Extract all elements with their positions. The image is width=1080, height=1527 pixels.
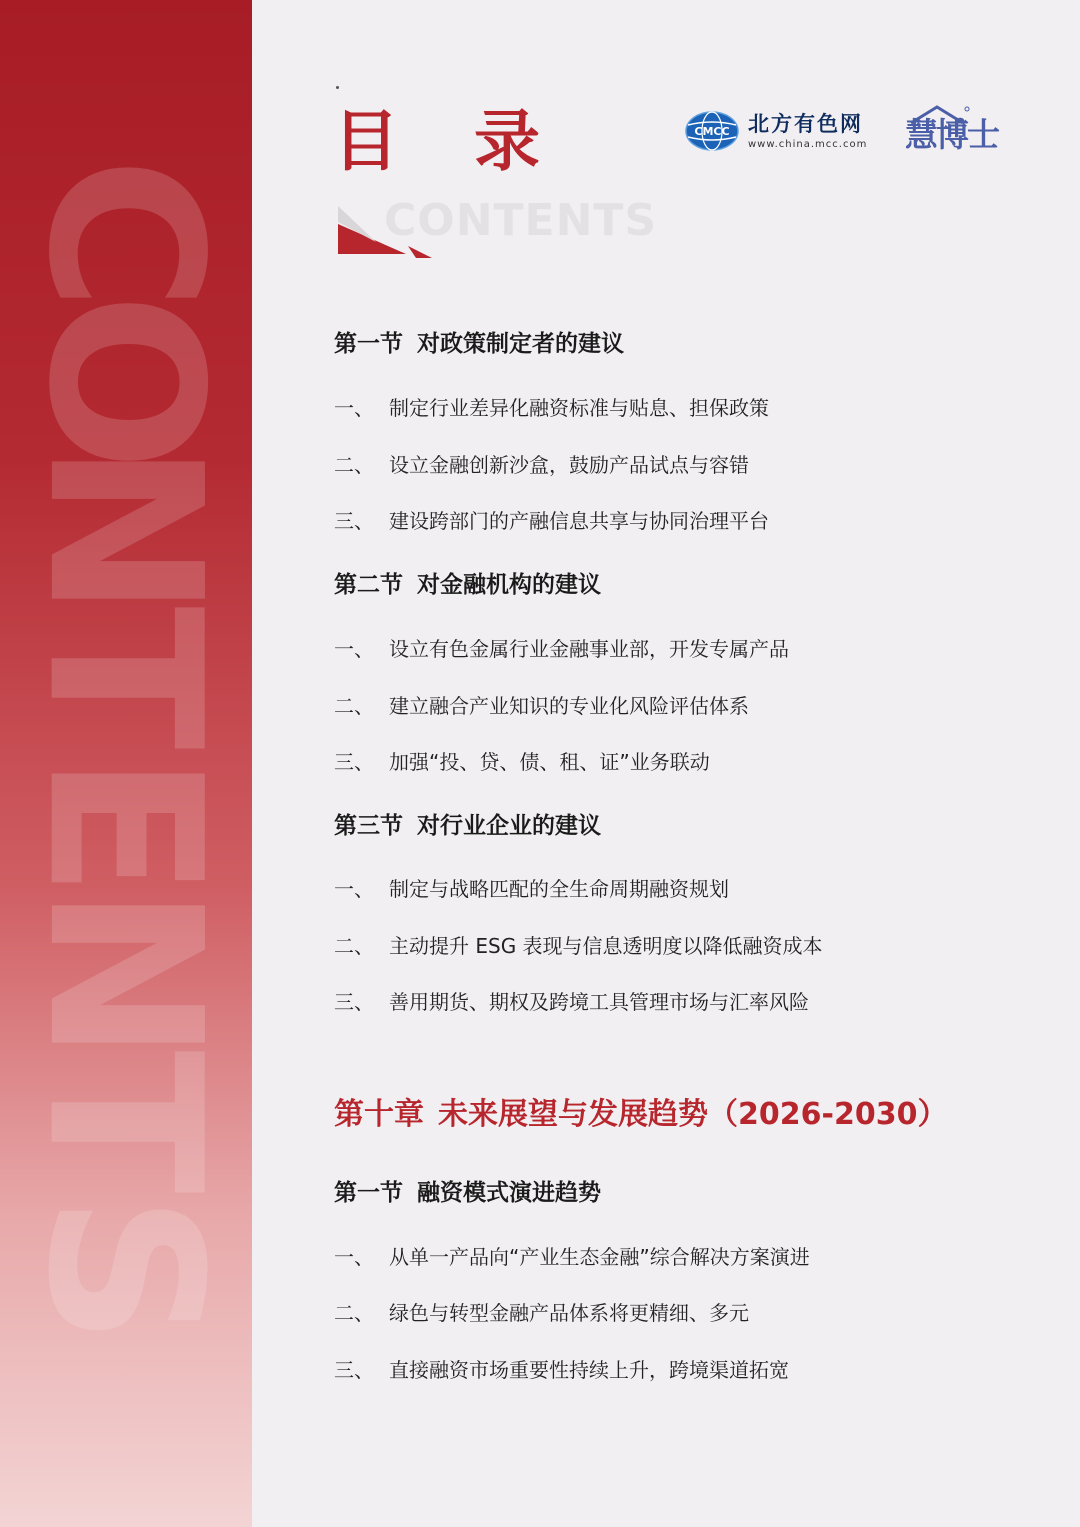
toc-item[interactable]: 二、 主动提升 ESG 表现与信息透明度以降低融资成本 — [334, 934, 823, 958]
toc-item[interactable]: 一、 设立有色金属行业金融事业部，开发专属产品 — [334, 637, 789, 661]
toc-item[interactable]: 一、 从单一产品向“产业生态金融”综合解决方案演进 — [334, 1245, 810, 1269]
toc-section[interactable]: 第一节 融资模式演进趋势 — [334, 1180, 601, 1206]
huiboshi-logo-text: 慧博士 — [905, 115, 998, 154]
page-subtitle: CONTENTS — [384, 195, 658, 246]
toc-item[interactable]: 二、 建立融合产业知识的专业化风险评估体系 — [334, 694, 749, 718]
logo-url: www.china.mcc.com — [748, 139, 868, 150]
watermark-letter: C — [2, 156, 247, 312]
logo-name: 北方有色网 — [748, 112, 863, 136]
huiboshi-logo — [905, 105, 1001, 157]
toc-item[interactable]: 三、 建设跨部门的产融信息共享与协同治理平台 — [334, 509, 769, 533]
sidebar-watermark — [1, 156, 247, 1346]
logo-badge-text: CMCC — [694, 125, 730, 138]
toc-item[interactable]: 二、 设立金融创新沙盒，鼓励产品试点与容错 — [334, 453, 749, 477]
watermark-letter: N — [1, 886, 247, 1062]
watermark-letter: O — [2, 292, 247, 472]
watermark-letter: S — [2, 1194, 247, 1346]
globe-icon — [684, 110, 740, 152]
toc-item[interactable]: 三、 善用期货、期权及跨境工具管理市场与汇率风险 — [334, 990, 809, 1014]
toc-item[interactable]: 一、 制定行业差异化融资标准与贴息、担保政策 — [334, 396, 769, 420]
title-dot — [336, 86, 339, 89]
sidebar-panel — [0, 0, 252, 1527]
cmcc-logo — [684, 110, 867, 152]
watermark-letter: T — [2, 1050, 247, 1194]
page-title: 目 录 — [333, 103, 566, 180]
toc-section[interactable]: 第二节 对金融机构的建议 — [334, 572, 601, 598]
toc-section[interactable]: 第三节 对行业企业的建议 — [334, 813, 601, 839]
watermark-letter: T — [2, 606, 247, 750]
toc-section[interactable]: 第一节 对政策制定者的建议 — [334, 331, 624, 357]
toc-item[interactable]: 三、 直接融资市场重要性持续上升，跨境渠道拓宽 — [334, 1358, 789, 1382]
toc-chapter[interactable]: 第十章 未来展望与发展趋势（2026-2030） — [334, 1097, 948, 1132]
watermark-letter: N — [1, 442, 247, 618]
toc-item[interactable]: 二、 绿色与转型金融产品体系将更精细、多元 — [334, 1301, 749, 1325]
toc-item[interactable]: 三、 加强“投、贷、债、租、证”业务联动 — [334, 750, 710, 774]
watermark-letter: E — [1, 754, 247, 898]
toc-item[interactable]: 一、 制定与战略匹配的全生命周期融资规划 — [334, 877, 729, 901]
